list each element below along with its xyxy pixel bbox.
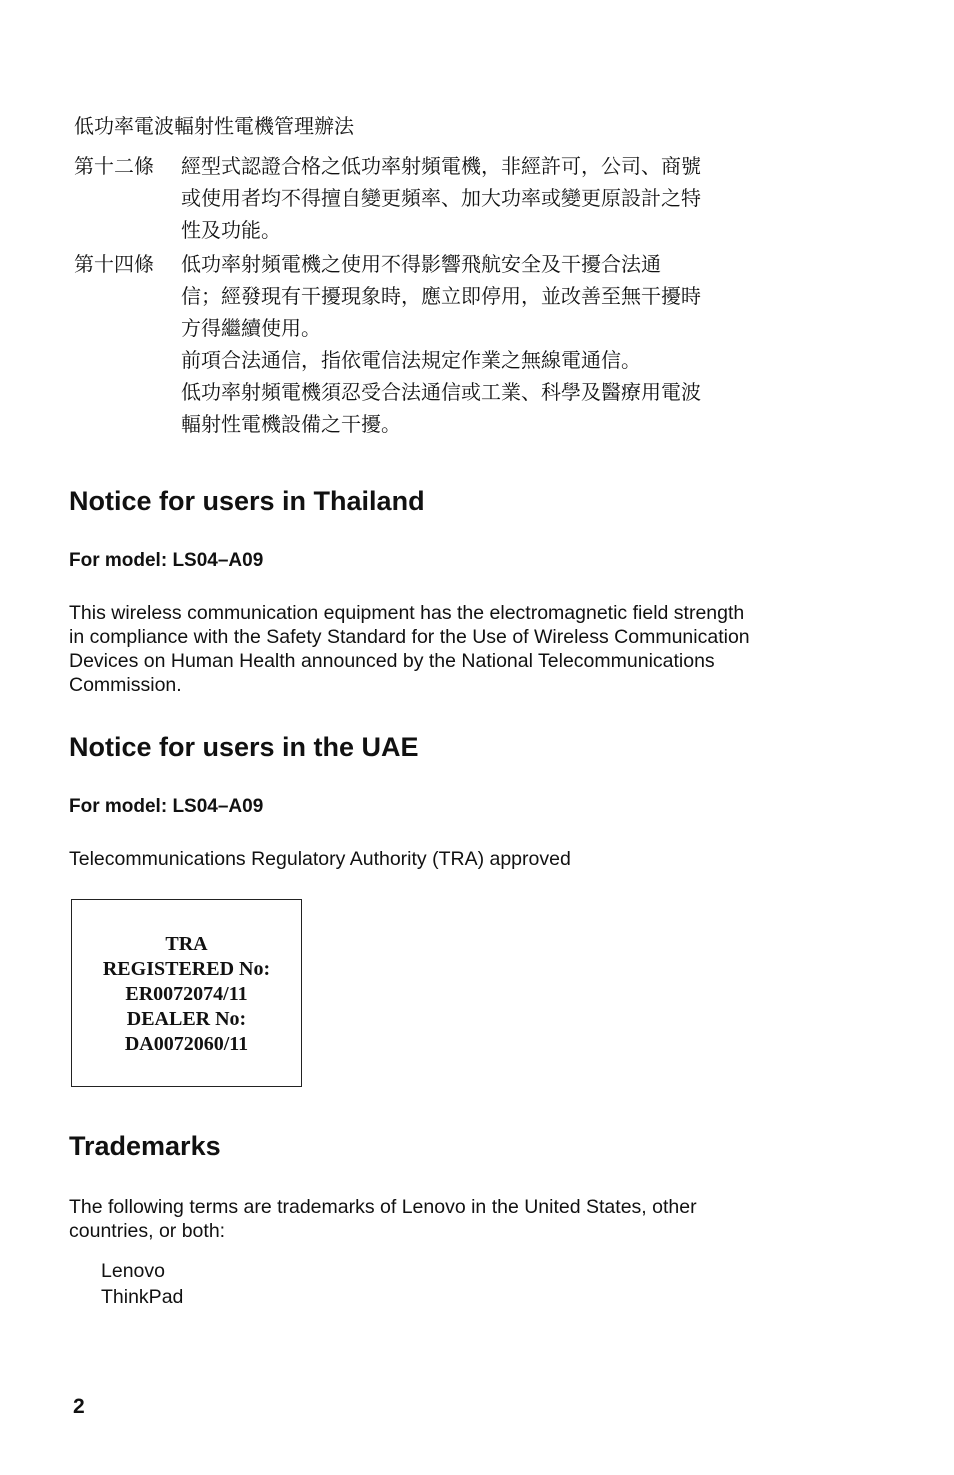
article-14-label: 第十四條 <box>74 252 154 276</box>
trademark-item: Lenovo <box>101 1260 165 1282</box>
article-12-label: 第十二條 <box>74 154 154 178</box>
tra-line: DEALER No: <box>126 1008 247 1030</box>
thailand-model: For model: LS04–A09 <box>69 550 264 571</box>
trademark-item: ThinkPad <box>101 1286 184 1308</box>
paragraph-line: This wireless communication equipment has the electromagnetic field strength <box>69 602 745 624</box>
tra-line: DA0072060/11 <box>124 1033 249 1055</box>
uae-paragraph <box>69 847 869 871</box>
paragraph-line: countries, or both: <box>69 1220 226 1242</box>
article-12-body <box>181 150 741 246</box>
article-line: 低功率射頻電機之使用不得影響飛航安全及干擾合法通 <box>181 252 661 276</box>
paragraph-line: Telecommunications Regulatory Authority (TRA) approved <box>69 848 571 870</box>
article-line: 低功率射頻電機須忍受合法通信或工業、科學及醫療用電波 <box>181 380 701 404</box>
paragraph-line: Commission. <box>69 674 182 696</box>
trademark-list <box>101 1258 183 1310</box>
article-line: 方得繼續使用。 <box>181 316 321 340</box>
tra-registration-text <box>72 932 301 1057</box>
uae-model: For model: LS04–A09 <box>69 796 264 817</box>
article-14-body <box>181 248 741 440</box>
tra-line: TRA <box>165 933 208 955</box>
tra-registration-box <box>71 899 302 1087</box>
uae-heading: Notice for users in the UAE <box>69 732 419 762</box>
article-line: 經型式認證合格之低功率射頻電機，非經許可，公司、商號 <box>181 154 701 178</box>
paragraph-line: Devices on Human Health announced by the National Telecommunications <box>69 650 715 672</box>
thailand-heading: Notice for users in Thailand <box>69 486 425 516</box>
tra-line: ER0072074/11 <box>125 983 248 1005</box>
trademarks-paragraph <box>69 1195 869 1243</box>
paragraph-line: The following terms are trademarks of Lenovo in the United States, other <box>69 1196 697 1218</box>
article-line: 性及功能。 <box>181 218 281 242</box>
article-line: 前項合法通信，指依電信法規定作業之無線電通信。 <box>181 348 641 372</box>
page-number: 2 <box>73 1395 85 1418</box>
article-line: 或使用者均不得擅自變更頻率、加大功率或變更原設計之特 <box>181 186 701 210</box>
thailand-paragraph <box>69 601 869 697</box>
paragraph-line: in compliance with the Safety Standard for the Use of Wireless Communication <box>69 626 750 648</box>
article-line: 輻射性電機設備之干擾。 <box>181 412 401 436</box>
regulation-title: 低功率電波輻射性電機管理辦法 <box>74 114 354 138</box>
article-line: 信；經發現有干擾現象時，應立即停用，並改善至無干擾時 <box>181 284 701 308</box>
tra-line: REGISTERED No: <box>102 958 271 980</box>
trademarks-heading: Trademarks <box>69 1131 221 1161</box>
